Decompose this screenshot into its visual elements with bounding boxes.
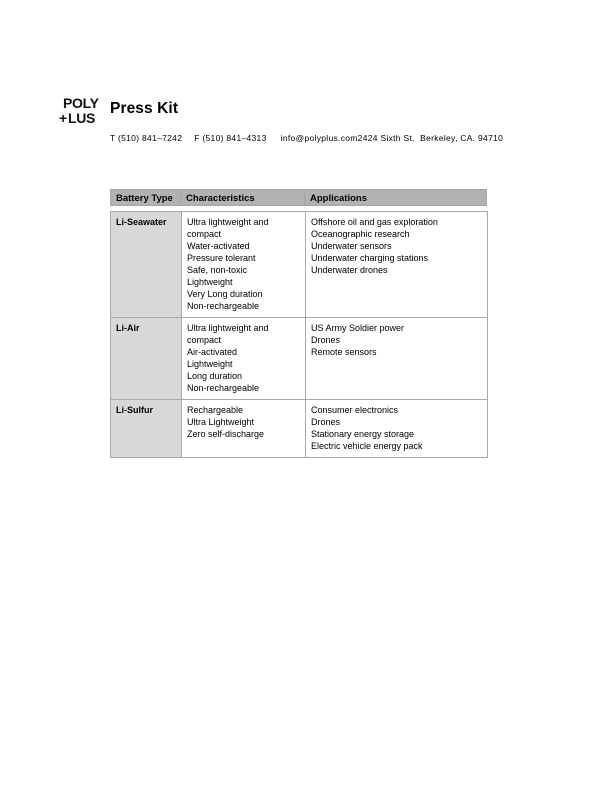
header-battery-type: Battery Type (110, 189, 181, 206)
cell-line: Electric vehicle energy pack (311, 441, 423, 451)
cell-line: Long duration (187, 371, 243, 381)
header-characteristics: Characteristics (181, 189, 305, 206)
phone-t: T (510) 841–7242 (110, 133, 183, 143)
battery-type-cell: Li-Sulfur (111, 400, 182, 458)
cell-line: Underwater sensors (311, 241, 392, 251)
cell-line: US Army Soldier power (311, 323, 405, 333)
address-text: 2424 Sixth St. Berkeley, CA. 94710 (357, 133, 504, 143)
cell-line: Underwater drones (311, 265, 388, 275)
email-text: info@polyplus.com (280, 133, 358, 143)
cell-line: Water-activated (187, 241, 250, 251)
cell-line: Non-rechargeable (187, 301, 260, 311)
cell-line: Underwater charging stations (311, 253, 429, 263)
cell-line: Very Long duration (187, 289, 263, 299)
cell-line: Drones (311, 335, 341, 345)
header-applications: Applications (305, 189, 487, 206)
cell-line: Non-rechargeable (187, 383, 260, 393)
cell-line: Ultra lightweight and compact (187, 323, 269, 345)
cell-line: Ultra Lightweight (187, 417, 255, 427)
contact-line (110, 133, 504, 143)
applications-cell (306, 400, 488, 458)
cell-line: Offshore oil and gas exploration (311, 217, 438, 227)
logo-line2 (59, 111, 99, 126)
table-header-row (110, 189, 487, 206)
characteristics-cell (182, 318, 306, 400)
applications-cell (306, 212, 488, 318)
characteristics-cell (182, 212, 306, 318)
cell-line: Stationary energy storage (311, 429, 415, 439)
cell-line: Zero self-discharge (187, 429, 265, 439)
table-row (111, 400, 488, 458)
logo-line1: POLY (63, 95, 99, 111)
cell-line: Oceanographic research (311, 229, 410, 239)
plus-glyph: + (59, 110, 67, 126)
cell-line: Pressure tolerant (187, 253, 256, 263)
cell-line: Safe, non-toxic (187, 265, 248, 275)
cell-line: Drones (311, 417, 341, 427)
polyplus-logo (59, 96, 99, 126)
table-row (111, 318, 488, 400)
table-row (111, 212, 488, 318)
applications-cell (306, 318, 488, 400)
battery-type-cell: Li-Air (111, 318, 182, 400)
characteristics-cell (182, 400, 306, 458)
battery-type-cell: Li-Seawater (111, 212, 182, 318)
battery-table-body-table (110, 211, 488, 458)
page-title: Press Kit (110, 100, 179, 117)
cell-line: Lightweight (187, 359, 233, 369)
cell-line: Air-activated (187, 347, 238, 357)
logo-line2-text: LUS (68, 110, 96, 126)
cell-line: Rechargeable (187, 405, 244, 415)
cell-line: Consumer electronics (311, 405, 399, 415)
battery-table (110, 189, 487, 458)
phone-f: F (510) 841–4313 (194, 133, 267, 143)
cell-line: Ultra lightweight and compact (187, 217, 269, 239)
cell-line: Remote sensors (311, 347, 377, 357)
cell-line: Lightweight (187, 277, 233, 287)
battery-table-body (111, 212, 488, 458)
